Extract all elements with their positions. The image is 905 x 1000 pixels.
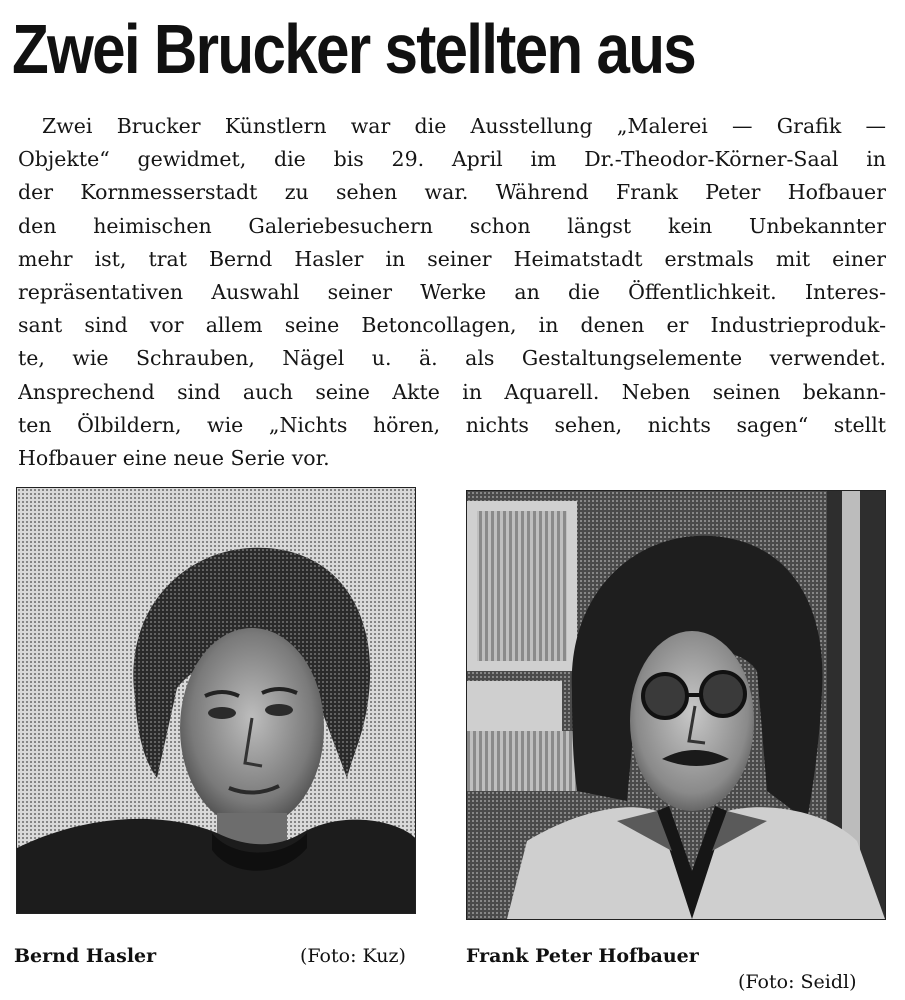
headline: Zwei Brucker stellten aus bbox=[12, 10, 696, 88]
article-body-line: Hofbauer eine neue Serie vor. bbox=[18, 445, 330, 470]
article-body-line: Zwei Brucker Künstlern war die Ausstellung „Malerei — Grafik — bbox=[42, 114, 886, 138]
article-body-line: repräsentativen Auswahl seiner Werke an die Öffentlichkeit. Interes- bbox=[18, 279, 886, 304]
article-body bbox=[18, 110, 886, 475]
portrait-photo-hofbauer bbox=[466, 490, 886, 920]
article-body-line: mehr ist, trat Bernd Hasler in seiner Heimatstadt erstmals mit einer bbox=[18, 246, 886, 271]
portrait-photo-icon bbox=[467, 491, 885, 919]
portrait-photo-hasler bbox=[16, 487, 416, 914]
photo-caption-name: Bernd Hasler bbox=[14, 945, 157, 967]
photo-caption-name: Frank Peter Hofbauer bbox=[466, 945, 699, 967]
photo-credit: (Foto: Kuz) bbox=[300, 945, 406, 967]
portrait-photo-icon bbox=[17, 488, 415, 913]
article-body-line: Ansprechend sind auch seine Akte in Aquarell. Neben seinen bekann- bbox=[18, 379, 886, 404]
article-body-line: te, wie Schrauben, Nägel u. ä. als Gestaltungselemente verwendet. bbox=[18, 346, 886, 371]
photo-credit: (Foto: Seidl) bbox=[738, 971, 857, 993]
article-body-line: Objekte“ gewidmet, die bis 29. April im Dr.-Theodor-Körner-Saal in bbox=[18, 147, 886, 172]
article-body-line: der Kornmesserstadt zu sehen war. Während Frank Peter Hofbauer bbox=[18, 180, 886, 205]
article-body-line: den heimischen Galeriebesuchern schon längst kein Unbekannter bbox=[18, 213, 886, 238]
article-body-line: sant sind vor allem seine Betoncollagen, in denen er Industrieproduk- bbox=[18, 313, 886, 338]
article-body-line: ten Ölbildern, wie „Nichts hören, nichts sehen, nichts sagen“ stellt bbox=[18, 412, 886, 437]
